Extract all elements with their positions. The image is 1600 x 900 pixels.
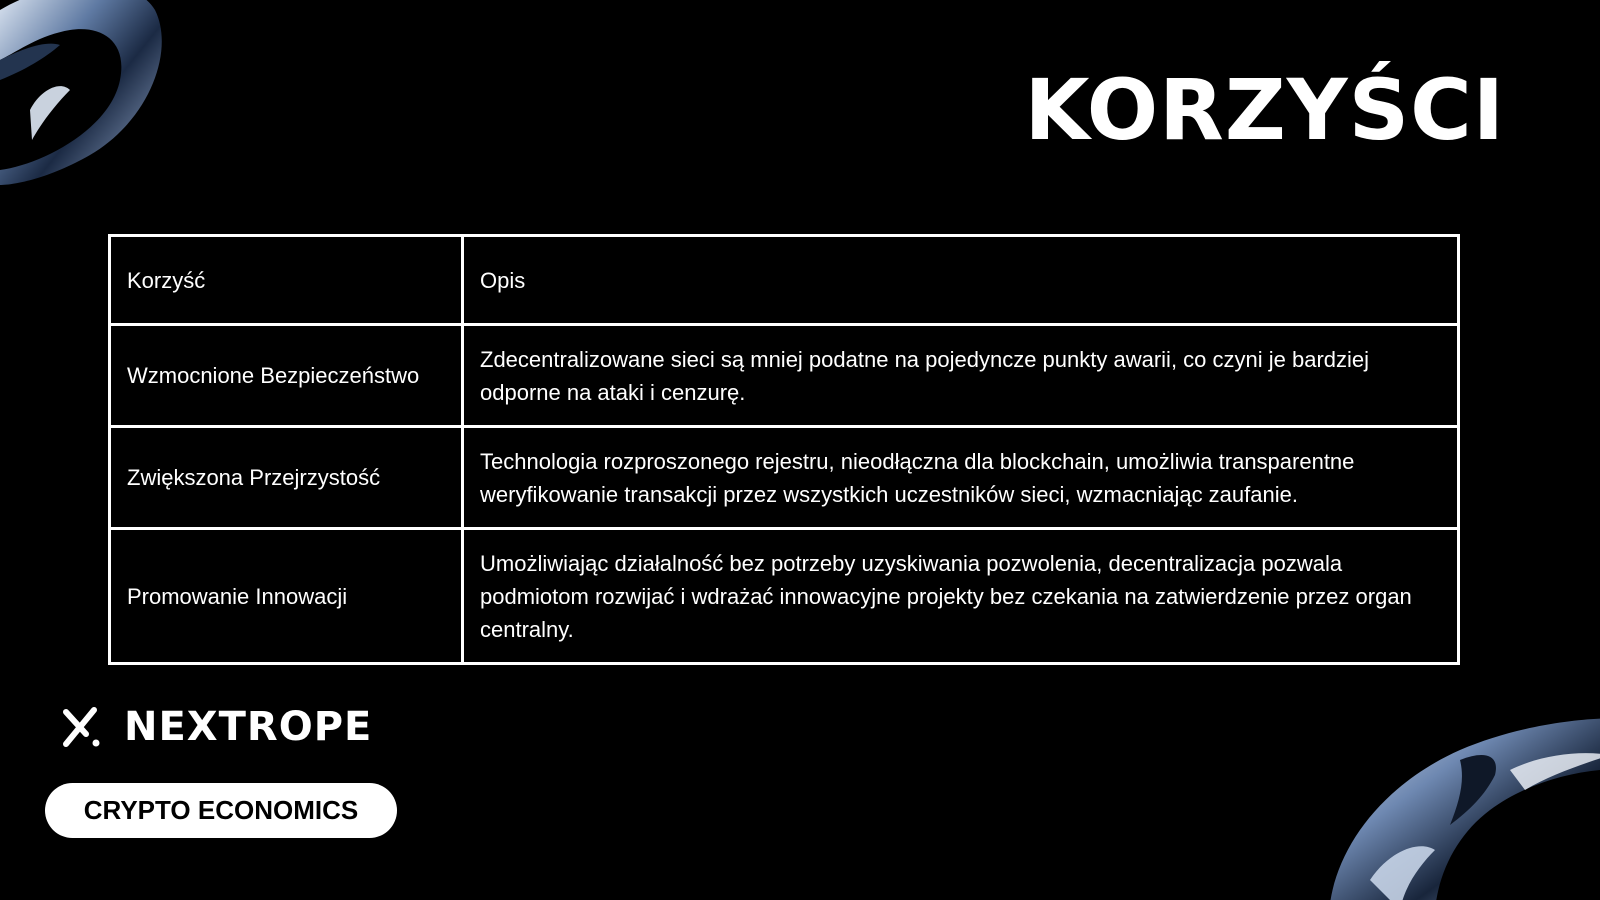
logo-text: NEXTROPE bbox=[124, 704, 373, 750]
crypto-economics-tag[interactable]: CRYPTO ECONOMICS bbox=[45, 783, 397, 838]
nextrope-logo bbox=[62, 706, 372, 748]
chrome-torus-decoration bbox=[1310, 700, 1600, 900]
table-header-row bbox=[110, 236, 1459, 325]
description-cell: Technologia rozproszonego rejestru, nieodłączna dla blockchain, umożliwia transparentne weryfikowanie transakcji przez wszystkich uczestników sieci, wzmacniając zaufanie. bbox=[463, 427, 1459, 529]
table-row bbox=[110, 325, 1459, 427]
table-row bbox=[110, 427, 1459, 529]
description-cell: Umożliwiając działalność bez potrzeby uzyskiwania pozwolenia, decentralizacja pozwala podmiotom rozwijać i wdrażać innowacyjne projekty bez czekania na zatwierdzenie przez organ centralny. bbox=[463, 529, 1459, 664]
description-cell: Zdecentralizowane sieci są mniej podatne na pojedyncze punkty awarii, co czyni je bardziej odporne na ataki i cenzurę. bbox=[463, 325, 1459, 427]
page-title: KORZYŚCI bbox=[1024, 61, 1505, 159]
benefit-cell: Promowanie Innowacji bbox=[110, 529, 463, 664]
column-header-description: Opis bbox=[463, 236, 1459, 325]
benefit-cell: Zwiększona Przejrzystość bbox=[110, 427, 463, 529]
benefits-table bbox=[108, 234, 1460, 665]
column-header-benefit: Korzyść bbox=[110, 236, 463, 325]
table-row bbox=[110, 529, 1459, 664]
x-mark-icon bbox=[62, 706, 102, 748]
chrome-shape-decoration bbox=[0, 0, 170, 190]
benefit-cell: Wzmocnione Bezpieczeństwo bbox=[110, 325, 463, 427]
